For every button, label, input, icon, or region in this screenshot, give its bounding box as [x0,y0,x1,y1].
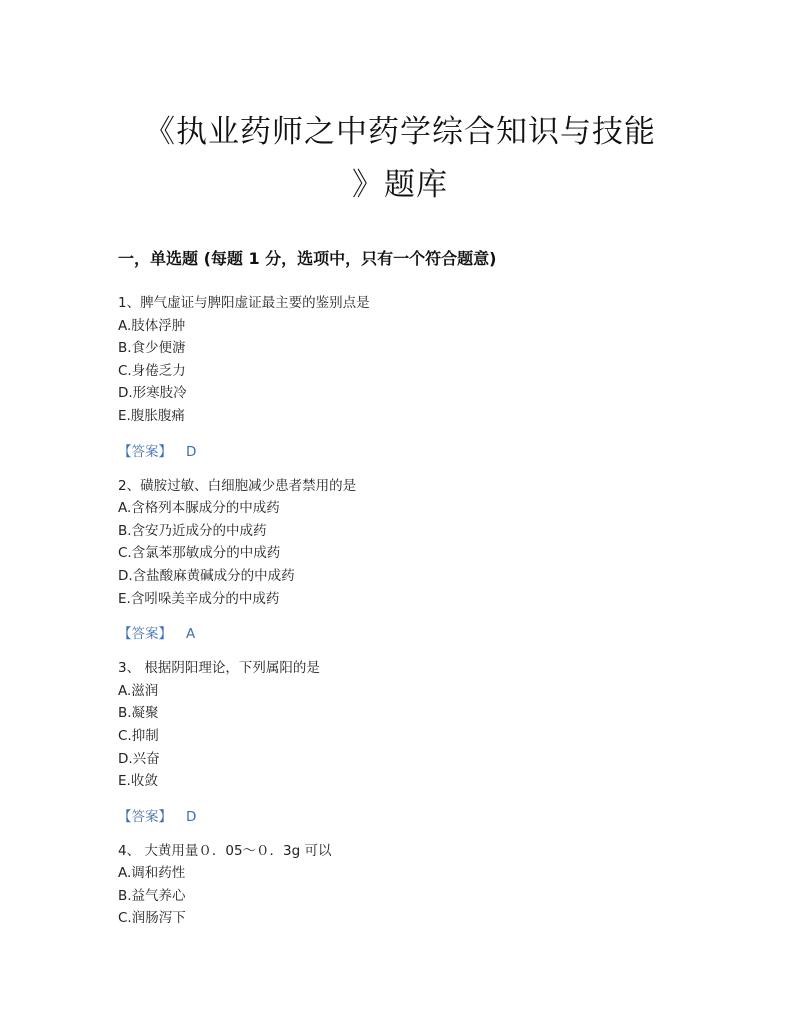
question-option: D.兴奋 [118,750,160,767]
document-title [100,106,700,212]
question-option: E.腹胀腹痛 [118,407,185,424]
answer-line [118,806,718,828]
question-option: B.食少便溏 [118,340,186,357]
question-option: C.润肠泻下 [118,910,186,927]
question-option: C.身倦乏力 [118,362,186,379]
answer-label: 【答案】 [118,808,172,825]
answer-line [118,623,718,645]
question-option: C.抑制 [118,727,159,744]
question-option: B.凝聚 [118,705,159,722]
section-heading: 一，单选题 (每题 1 分，选项中，只有一个符合题意) [118,249,497,268]
title-line-2: 》题库 [352,167,448,203]
question-item [118,475,718,646]
question-stem: 2、磺胺过敏、白细胞减少患者禁用的是 [118,477,357,494]
question-stem: 3、 根据阴阳理论，下列属阳的是 [118,660,320,677]
question-list [118,292,718,930]
question-item [118,840,718,930]
answer-value: D [186,443,197,460]
answer-label: 【答案】 [118,626,172,643]
question-option: A.含格列本脲成分的中成药 [118,500,280,517]
question-option: B.含安乃近成分的中成药 [118,522,267,539]
question-option: B.益气养心 [118,887,186,904]
question-item [118,292,718,463]
question-stem: 4、 大黄用量０．05～０．3g 可以 [118,842,332,859]
question-option: A.肢体浮肿 [118,317,186,334]
answer-line [118,441,718,463]
question-option: D.含盐酸麻黄碱成分的中成药 [118,567,295,584]
question-item [118,657,718,828]
answer-label: 【答案】 [118,443,172,460]
answer-value: A [186,626,196,643]
question-option: D.形寒肢冷 [118,385,187,402]
question-option: E.收敛 [118,773,158,790]
question-option: A.滋润 [118,682,159,699]
question-stem: 1、脾气虚证与脾阳虚证最主要的鉴别点是 [118,295,370,311]
question-option: C.含氯苯那敏成分的中成药 [118,545,281,562]
answer-value: D [186,808,197,825]
question-option: A.调和药性 [118,865,186,882]
title-line-1: 《执业药师之中药学综合知识与技能 [144,114,656,150]
question-option: E.含吲哚美辛成分的中成药 [118,590,280,607]
